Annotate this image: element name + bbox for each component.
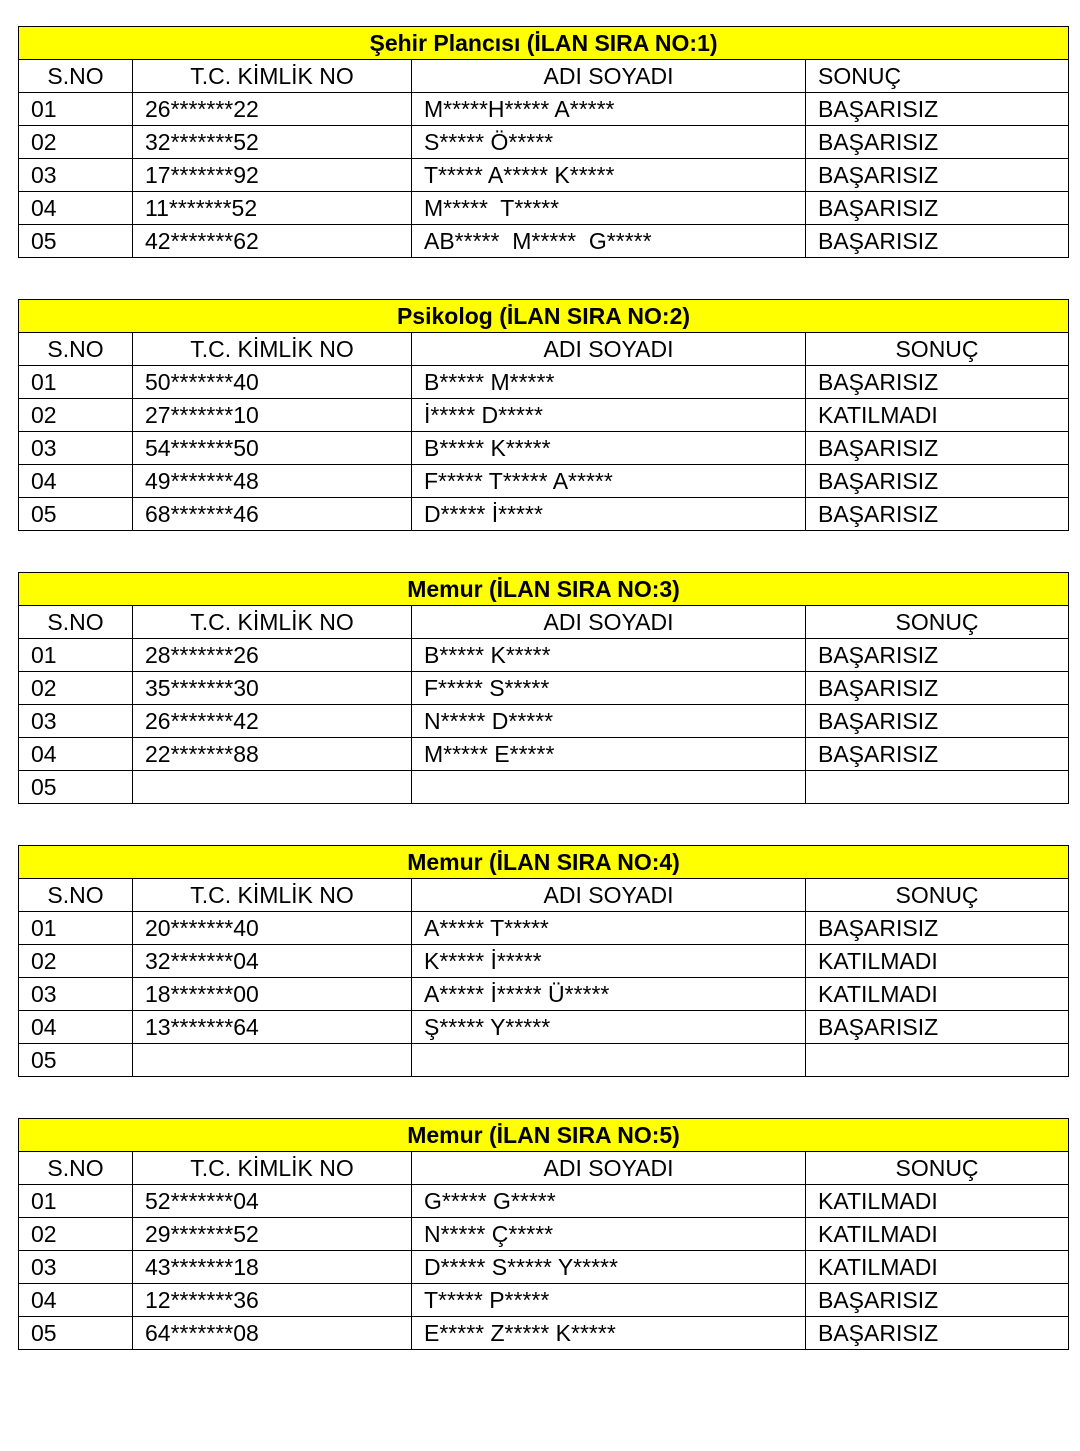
tc-kimlik-no: 43*******18: [133, 1251, 412, 1284]
sonuc: BAŞARISIZ: [806, 672, 1069, 705]
tc-kimlik-no: [133, 1044, 412, 1077]
tc-kimlik-no: 22*******88: [133, 738, 412, 771]
sonuc: BAŞARISIZ: [806, 1284, 1069, 1317]
table-row: [19, 192, 1069, 225]
table-row: [19, 1044, 1069, 1077]
sonuc: BAŞARISIZ: [806, 366, 1069, 399]
row-number: 01: [19, 1185, 133, 1218]
row-number: 03: [19, 705, 133, 738]
tc-kimlik-no: 68*******46: [133, 498, 412, 531]
tc-kimlik-no: 32*******04: [133, 945, 412, 978]
adi-soyadi: F***** S*****: [412, 672, 806, 705]
tc-kimlik-no: 54*******50: [133, 432, 412, 465]
adi-soyadi: [412, 1044, 806, 1077]
tc-kimlik-no: 11*******52: [133, 192, 412, 225]
tc-kimlik-no: 29*******52: [133, 1218, 412, 1251]
row-number: 04: [19, 738, 133, 771]
tc-kimlik-no: 20*******40: [133, 912, 412, 945]
table-row: [19, 126, 1069, 159]
adi-soyadi: S***** Ö*****: [412, 126, 806, 159]
sonuc: KATILMADI: [806, 978, 1069, 1011]
table-title: Memur (İLAN SIRA NO:5): [19, 1119, 1069, 1152]
row-number: 02: [19, 1218, 133, 1251]
table-row: [19, 672, 1069, 705]
table-row: [19, 771, 1069, 804]
result-header: SONUÇ: [806, 879, 1069, 912]
tc-header: T.C. KİMLİK NO: [133, 1152, 412, 1185]
row-number: 03: [19, 1251, 133, 1284]
table-row: [19, 1218, 1069, 1251]
table-row: [19, 912, 1069, 945]
row-number: 01: [19, 93, 133, 126]
tc-header: T.C. KİMLİK NO: [133, 606, 412, 639]
sonuc: BAŞARISIZ: [806, 192, 1069, 225]
row-number: 02: [19, 945, 133, 978]
row-number: 01: [19, 912, 133, 945]
table-row: [19, 1284, 1069, 1317]
table-row: [19, 705, 1069, 738]
row-number: 04: [19, 1284, 133, 1317]
tc-kimlik-no: [133, 771, 412, 804]
sonuc: KATILMADI: [806, 1251, 1069, 1284]
adi-soyadi: F***** T***** A*****: [412, 465, 806, 498]
result-header: SONUÇ: [806, 1152, 1069, 1185]
row-number: 02: [19, 399, 133, 432]
sonuc: BAŞARISIZ: [806, 1317, 1069, 1350]
row-number: 02: [19, 672, 133, 705]
row-number: 04: [19, 192, 133, 225]
row-number: 01: [19, 366, 133, 399]
tc-kimlik-no: 27*******10: [133, 399, 412, 432]
adi-soyadi: M***** T*****: [412, 192, 806, 225]
results-table: [18, 299, 1069, 531]
sonuc: BAŞARISIZ: [806, 705, 1069, 738]
name-header: ADI SOYADI: [412, 60, 806, 93]
tc-header: T.C. KİMLİK NO: [133, 60, 412, 93]
sonuc: BAŞARISIZ: [806, 1011, 1069, 1044]
tc-kimlik-no: 52*******04: [133, 1185, 412, 1218]
sonuc: BAŞARISIZ: [806, 225, 1069, 258]
table-title: Memur (İLAN SIRA NO:4): [19, 846, 1069, 879]
sonuc: BAŞARISIZ: [806, 432, 1069, 465]
name-header: ADI SOYADI: [412, 333, 806, 366]
tc-kimlik-no: 49*******48: [133, 465, 412, 498]
sno-header: S.NO: [19, 1152, 133, 1185]
table-row: [19, 1317, 1069, 1350]
adi-soyadi: İ***** D*****: [412, 399, 806, 432]
row-number: 03: [19, 432, 133, 465]
row-number: 05: [19, 771, 133, 804]
sonuc: BAŞARISIZ: [806, 912, 1069, 945]
tc-kimlik-no: 50*******40: [133, 366, 412, 399]
table-title: Şehir Plancısı (İLAN SIRA NO:1): [19, 27, 1069, 60]
tc-kimlik-no: 26*******42: [133, 705, 412, 738]
adi-soyadi: N***** D*****: [412, 705, 806, 738]
result-header: SONUÇ: [806, 60, 1069, 93]
tc-kimlik-no: 35*******30: [133, 672, 412, 705]
table-row: [19, 432, 1069, 465]
tc-header: T.C. KİMLİK NO: [133, 333, 412, 366]
adi-soyadi: G***** G*****: [412, 1185, 806, 1218]
name-header: ADI SOYADI: [412, 879, 806, 912]
row-number: 05: [19, 1317, 133, 1350]
table-row: [19, 465, 1069, 498]
sonuc: [806, 1044, 1069, 1077]
table-row: [19, 738, 1069, 771]
sonuc: BAŞARISIZ: [806, 498, 1069, 531]
results-table: [18, 845, 1069, 1077]
results-document: [18, 26, 1068, 1391]
sonuc: BAŞARISIZ: [806, 738, 1069, 771]
adi-soyadi: AB***** M***** G*****: [412, 225, 806, 258]
tc-header: T.C. KİMLİK NO: [133, 879, 412, 912]
adi-soyadi: [412, 771, 806, 804]
sonuc: KATILMADI: [806, 945, 1069, 978]
table-row: [19, 225, 1069, 258]
adi-soyadi: B***** K*****: [412, 639, 806, 672]
name-header: ADI SOYADI: [412, 1152, 806, 1185]
row-number: 05: [19, 1044, 133, 1077]
sonuc: KATILMADI: [806, 1185, 1069, 1218]
adi-soyadi: K***** İ*****: [412, 945, 806, 978]
sonuc: BAŞARISIZ: [806, 93, 1069, 126]
adi-soyadi: D***** S***** Y*****: [412, 1251, 806, 1284]
table-row: [19, 1251, 1069, 1284]
row-number: 04: [19, 1011, 133, 1044]
adi-soyadi: A***** İ***** Ü*****: [412, 978, 806, 1011]
table-title: Psikolog (İLAN SIRA NO:2): [19, 300, 1069, 333]
header-row: [19, 879, 1069, 912]
tc-kimlik-no: 12*******36: [133, 1284, 412, 1317]
sonuc: BAŞARISIZ: [806, 126, 1069, 159]
header-row: [19, 60, 1069, 93]
table-row: [19, 1011, 1069, 1044]
header-row: [19, 333, 1069, 366]
row-number: 02: [19, 126, 133, 159]
sno-header: S.NO: [19, 333, 133, 366]
row-number: 04: [19, 465, 133, 498]
table-row: [19, 1185, 1069, 1218]
row-number: 05: [19, 498, 133, 531]
adi-soyadi: T***** A***** K*****: [412, 159, 806, 192]
results-table: [18, 26, 1069, 258]
table-row: [19, 159, 1069, 192]
table-row: [19, 978, 1069, 1011]
adi-soyadi: A***** T*****: [412, 912, 806, 945]
sno-header: S.NO: [19, 606, 133, 639]
tc-kimlik-no: 32*******52: [133, 126, 412, 159]
adi-soyadi: Ş***** Y*****: [412, 1011, 806, 1044]
sonuc: BAŞARISIZ: [806, 465, 1069, 498]
adi-soyadi: B***** M*****: [412, 366, 806, 399]
adi-soyadi: M*****H***** A*****: [412, 93, 806, 126]
sonuc: KATILMADI: [806, 399, 1069, 432]
table-row: [19, 93, 1069, 126]
table-row: [19, 366, 1069, 399]
sno-header: S.NO: [19, 879, 133, 912]
tc-kimlik-no: 64*******08: [133, 1317, 412, 1350]
adi-soyadi: B***** K*****: [412, 432, 806, 465]
tc-kimlik-no: 28*******26: [133, 639, 412, 672]
name-header: ADI SOYADI: [412, 606, 806, 639]
tc-kimlik-no: 42*******62: [133, 225, 412, 258]
tc-kimlik-no: 18*******00: [133, 978, 412, 1011]
sno-header: S.NO: [19, 60, 133, 93]
adi-soyadi: E***** Z***** K*****: [412, 1317, 806, 1350]
sonuc: BAŞARISIZ: [806, 159, 1069, 192]
table-row: [19, 639, 1069, 672]
adi-soyadi: M***** E*****: [412, 738, 806, 771]
table-row: [19, 945, 1069, 978]
adi-soyadi: T***** P*****: [412, 1284, 806, 1317]
result-header: SONUÇ: [806, 333, 1069, 366]
sonuc: KATILMADI: [806, 1218, 1069, 1251]
table-title: Memur (İLAN SIRA NO:3): [19, 573, 1069, 606]
sonuc: BAŞARISIZ: [806, 639, 1069, 672]
tc-kimlik-no: 26*******22: [133, 93, 412, 126]
sonuc: [806, 771, 1069, 804]
adi-soyadi: D***** İ*****: [412, 498, 806, 531]
row-number: 03: [19, 159, 133, 192]
row-number: 01: [19, 639, 133, 672]
result-header: SONUÇ: [806, 606, 1069, 639]
tc-kimlik-no: 17*******92: [133, 159, 412, 192]
results-table: [18, 1118, 1069, 1350]
table-row: [19, 399, 1069, 432]
header-row: [19, 1152, 1069, 1185]
tc-kimlik-no: 13*******64: [133, 1011, 412, 1044]
table-row: [19, 498, 1069, 531]
header-row: [19, 606, 1069, 639]
row-number: 03: [19, 978, 133, 1011]
row-number: 05: [19, 225, 133, 258]
results-table: [18, 572, 1069, 804]
adi-soyadi: N***** Ç*****: [412, 1218, 806, 1251]
